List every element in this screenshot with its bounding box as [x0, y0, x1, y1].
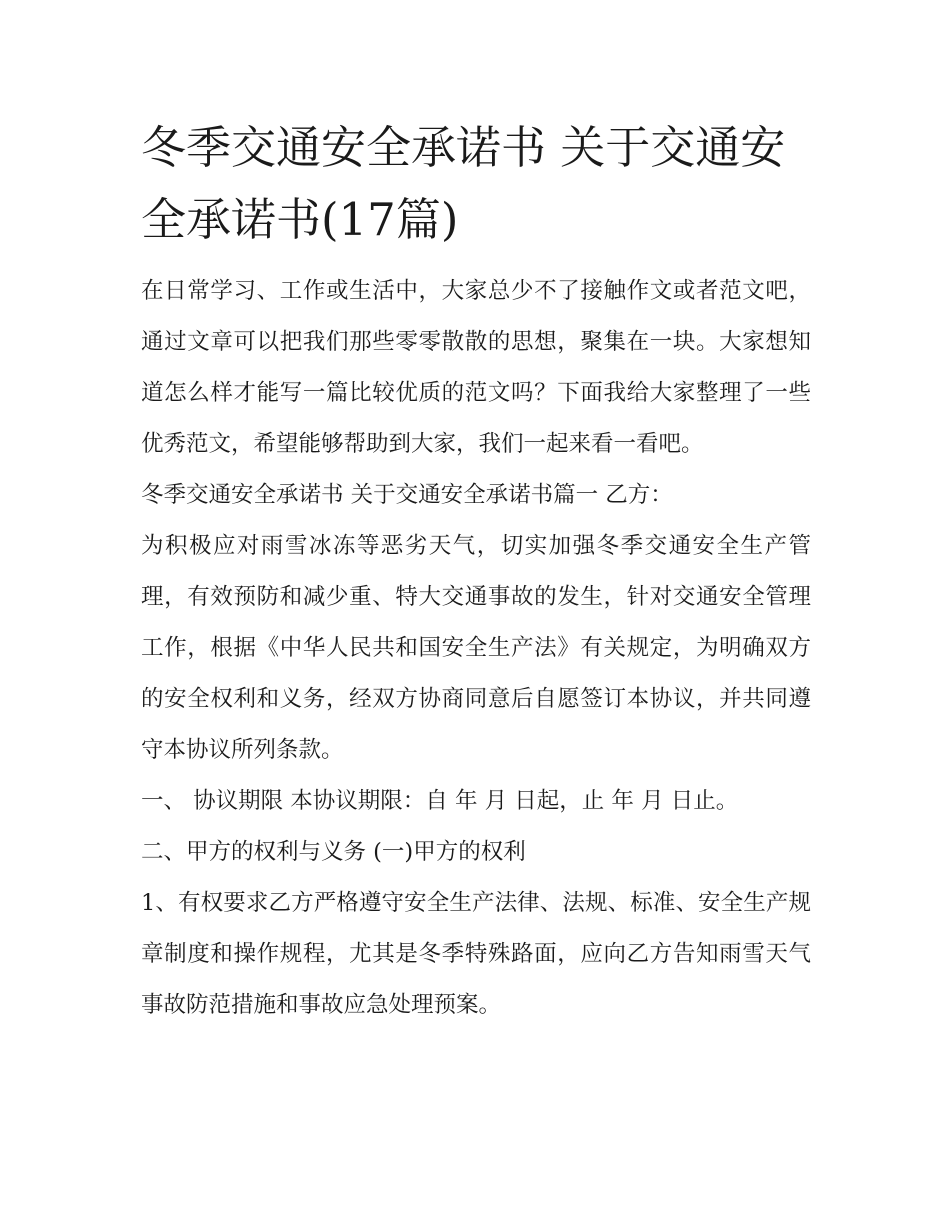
document-title: 冬季交通安全承诺书 关于交通安全承诺书(17篇) — [141, 121, 786, 246]
paragraph-intro: 在日常学习、工作或生活中，大家总少不了接触作文或者范文吧，通过文章可以把我们那些零零散散的思想，聚集在一块。大家想知道怎么样才能写一篇比较优质的范文吗？下面我给大家整理了一些优秀范文，希望能够帮助到大家，我们一起来看一看吧。 — [141, 278, 811, 457]
paragraph-term: 一、 协议期限 本协议期限：自 年 月 日起，止 年 月 日止。 — [141, 788, 739, 814]
paragraph-purpose: 为积极应对雨雪冰冻等恶劣天气，切实加强冬季交通安全生产管理，有效预防和减少重、特大交通事故的发生，针对交通安全管理工作，根据《中华人民共和国安全生产法》有关规定，为明确双方的安全权利和义务，经双方协商同意后自愿签订本协议，并共同遵守本协议所列条款。 — [141, 533, 811, 763]
paragraph-party-a-right-1: 1、有权要求乙方严格遵守安全生产法律、法规、标准、安全生产规章制度和操作规程，尤其是冬季特殊路面，应向乙方告知雨雪天气事故防范措施和事故应急处理预案。 — [141, 890, 811, 1018]
paragraph-section-heading: 冬季交通安全承诺书 关于交通安全承诺书篇一 乙方： — [141, 482, 673, 508]
paragraph-party-a-rights-heading: 二、甲方的权利与义务 (一)甲方的权利 — [141, 839, 526, 865]
document-body — [141, 112, 811, 1031]
